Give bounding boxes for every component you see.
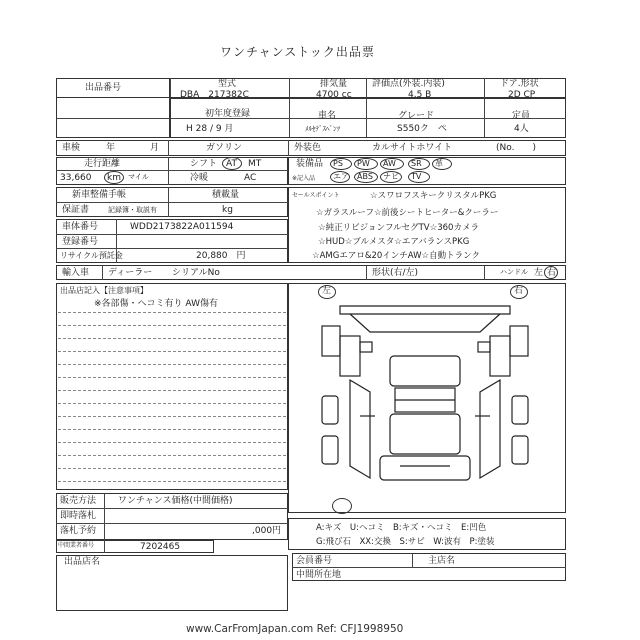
mileage-value: 33,660 bbox=[60, 173, 92, 183]
notes-rule bbox=[58, 481, 286, 482]
fuel-value: ガソリン bbox=[206, 143, 243, 153]
equip-label: 装備品 bbox=[296, 159, 324, 169]
equipment-label: PW bbox=[357, 159, 370, 168]
handle-right: 右 bbox=[547, 268, 557, 278]
notes-rule bbox=[58, 416, 286, 417]
selling-points-label: セールスポイント bbox=[292, 192, 340, 199]
divider bbox=[170, 78, 171, 98]
start-price-label: 即時落札 bbox=[60, 511, 97, 521]
diagram-circle bbox=[332, 498, 352, 514]
notes-rule bbox=[58, 455, 286, 456]
warranty-value: 記録簿・取説有 bbox=[108, 206, 157, 214]
divider bbox=[104, 493, 105, 540]
displacement-value: 4700 cc bbox=[316, 90, 352, 100]
recycle-fee-value: 20,880 円 bbox=[196, 251, 246, 261]
row-line bbox=[56, 170, 288, 171]
notes-header: 出品店記入【注意事項】 bbox=[60, 286, 148, 295]
door-label: ドア.形状 bbox=[500, 79, 539, 89]
notes-rule bbox=[58, 442, 286, 443]
equipment-label: 革 bbox=[435, 159, 443, 168]
divider bbox=[168, 140, 169, 156]
inspection-month: 月 bbox=[150, 143, 160, 153]
address-label: 中間所在地 bbox=[296, 570, 342, 580]
notes-rule bbox=[58, 338, 286, 339]
mileage-unit: km bbox=[107, 173, 121, 183]
ac-value: AC bbox=[244, 173, 257, 183]
member-label: 中間業者番号 bbox=[58, 542, 95, 549]
divider bbox=[484, 265, 485, 280]
notes-rule bbox=[58, 468, 286, 469]
owners-label: 新車整備手帳 bbox=[72, 190, 127, 200]
ac-label: 冷暖 bbox=[190, 173, 209, 183]
selling-point-3: ☆純正リビジョンフルセグTV☆360カメラ bbox=[318, 223, 479, 233]
divider bbox=[168, 157, 169, 185]
footer-watermark: www.CarFromJapan.com Ref: CFJ1998950 bbox=[186, 623, 404, 635]
notes-rule bbox=[58, 364, 286, 365]
chassis-label: 登録番号 bbox=[62, 237, 99, 247]
row-line bbox=[56, 248, 288, 249]
price-value: ,000円 bbox=[252, 526, 282, 536]
equipment-label: エア bbox=[333, 172, 349, 181]
notes-rule bbox=[58, 390, 286, 391]
handle-label: ハンドル bbox=[500, 268, 528, 276]
row-line bbox=[56, 523, 288, 524]
divider bbox=[168, 187, 169, 217]
capacity-value: 4人 bbox=[514, 124, 529, 134]
row-line bbox=[56, 202, 288, 203]
divider bbox=[412, 553, 413, 567]
divider bbox=[104, 540, 105, 553]
equipment-label: TV bbox=[411, 172, 422, 181]
equipment-label: SR bbox=[411, 159, 422, 168]
grade-value: S550ク ペ bbox=[397, 124, 447, 134]
dealer-value: ディーラー bbox=[108, 268, 153, 278]
color-label: 外装色 bbox=[294, 143, 322, 153]
sheet-title: ワンチャンストック出品票 bbox=[220, 45, 375, 59]
notes-frame bbox=[56, 283, 288, 490]
trans-mt: MT bbox=[248, 159, 262, 169]
store-name-label: 主店名 bbox=[428, 556, 456, 566]
lot-label: 出品番号 bbox=[85, 83, 122, 93]
mileage-label: 走行距離 bbox=[84, 159, 121, 169]
mileage-alt: マイル bbox=[128, 173, 149, 181]
door-value: 2D CP bbox=[508, 90, 536, 100]
sale-type-label: 販売方法 bbox=[60, 496, 97, 506]
left-marker: 左 bbox=[322, 286, 332, 296]
row-line bbox=[56, 508, 288, 509]
notes-rule bbox=[58, 312, 286, 313]
divider bbox=[102, 265, 103, 280]
equipment-label: ABS bbox=[357, 172, 373, 181]
first-reg-label: 初年度登録 bbox=[205, 109, 251, 119]
row-line bbox=[56, 234, 288, 235]
recycle-value: kg bbox=[222, 205, 233, 215]
car-name-value: ﾒﾙｾﾃﾞｽﾍﾞﾝﾂ bbox=[305, 125, 340, 133]
divider bbox=[288, 140, 289, 156]
color-value: カルサイトホワイト bbox=[372, 143, 453, 153]
trans-at: AT bbox=[226, 159, 237, 169]
legend-line-1: A:キズ U:ヘコミ B:キズ・ヘコミ E:凹色 bbox=[316, 523, 487, 533]
equipment-label: PS bbox=[333, 159, 343, 168]
divider bbox=[366, 265, 367, 280]
model-label: 型式 bbox=[218, 79, 237, 89]
notes-rule bbox=[58, 351, 286, 352]
reserve-label: 落札予約 bbox=[60, 526, 97, 536]
car-inspection-diagram bbox=[300, 296, 550, 496]
member-no-label: 会員番号 bbox=[296, 556, 333, 566]
serial-label: シリアルNo bbox=[172, 268, 220, 278]
score-label: 評価点(外装.内装) bbox=[372, 79, 445, 89]
selling-point-4: ☆HUD☆ブルメスタ☆エアバランスPKG bbox=[318, 237, 470, 247]
first-reg-value: H 28 / 9 月 bbox=[186, 124, 234, 134]
lot-cell bbox=[56, 78, 170, 138]
inspection-label: 車検 bbox=[62, 143, 81, 153]
notes-rule bbox=[58, 377, 286, 378]
equipment-label: AW bbox=[383, 159, 396, 168]
selling-point-1: ☆スワロフスキークリスタルPKG bbox=[370, 191, 497, 201]
right-marker: 右 bbox=[514, 286, 524, 296]
recycle-fee-label: リサイクル預託金 bbox=[60, 251, 123, 260]
notes-line-1: ※各部傷・ヘコミ有り AW傷有 bbox=[94, 299, 218, 309]
notes-rule bbox=[58, 325, 286, 326]
notes-rule bbox=[58, 403, 286, 404]
selling-point-5: ☆AMGエアロ&20インチAW☆自動トランク bbox=[312, 251, 481, 261]
notes-rule bbox=[58, 429, 286, 430]
vin-value: WDD2173822A011594 bbox=[130, 222, 234, 232]
steering-label: 形状(右/左) bbox=[372, 268, 419, 278]
warranty-label: 保証書 bbox=[62, 205, 90, 215]
displacement-label: 排気量 bbox=[320, 79, 348, 89]
equipment-label: ナビ bbox=[383, 172, 399, 181]
capacity-label: 定員 bbox=[512, 111, 531, 121]
sale-type-value: ワンチャンス価格(中間価格) bbox=[118, 496, 233, 506]
handle-left: 左 bbox=[534, 268, 544, 278]
recycle-label: 積載量 bbox=[212, 190, 240, 200]
member-value: 7202465 bbox=[140, 542, 181, 552]
grade-label: グレード bbox=[398, 111, 435, 121]
equip-sub2: ※記入品 bbox=[292, 175, 316, 182]
shop-label: 出品店名 bbox=[64, 557, 101, 567]
car-name-label: 車名 bbox=[318, 111, 337, 121]
legend-line-2: G:飛び石 XX:交換 S:サビ W:波有 P:塗装 bbox=[316, 537, 495, 547]
color-no: (No. ) bbox=[496, 143, 536, 153]
trans-prefix: シフト bbox=[190, 159, 218, 169]
import-label: 輸入車 bbox=[62, 268, 90, 278]
vin-label: 車体番号 bbox=[62, 222, 99, 232]
model-value: DBA 217382C bbox=[180, 90, 249, 100]
selling-point-2: ☆ガラスルーフ☆前後シートヒーター&クーラー bbox=[316, 208, 499, 218]
inspection-year: 年 bbox=[106, 143, 116, 153]
score-value: 4.5 B bbox=[408, 90, 432, 100]
row-line bbox=[292, 567, 566, 568]
